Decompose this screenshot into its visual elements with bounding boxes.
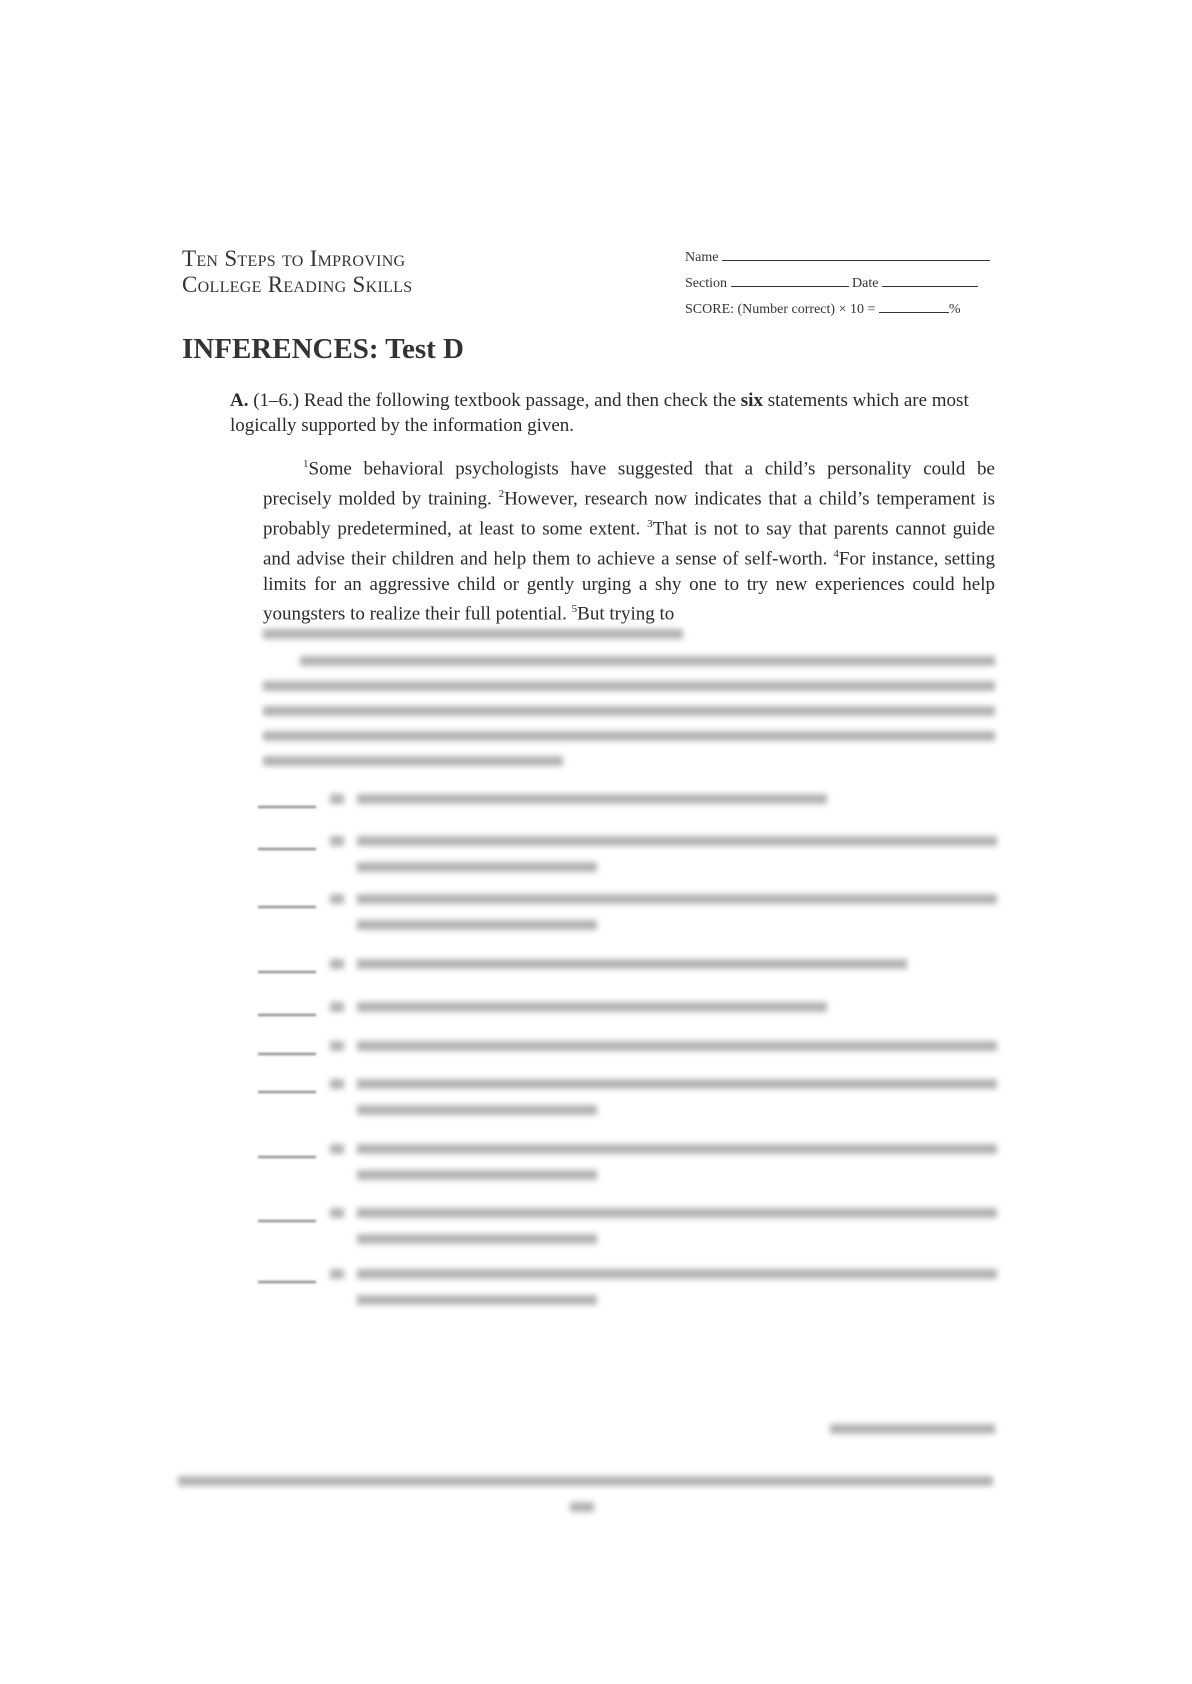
instructions-bold: six [740,390,763,411]
blurred-passage-line [263,629,683,639]
blurred-item-line [357,1041,997,1051]
blurred-continued-note [830,1424,995,1434]
blurred-item-line [357,920,597,930]
blurred-passage-line [263,756,563,766]
series-title-line2: College Reading Skills [182,272,413,297]
sentence-number: 5 [571,603,578,616]
sentence: That is not to say that parents cannot guide and advise their children and help them to achieve a sense of self-worth. [263,518,995,570]
sentence-number: 2 [498,488,505,501]
blurred-passage-line [263,706,995,716]
blurred-item-line [357,862,597,872]
sentence-number: 3 [647,518,653,531]
passage [263,452,995,627]
blurred-item-line [357,1144,997,1154]
blurred-page-number [570,1502,594,1512]
sentence: Some behavioral psychologists have suggested that a child’s personality could be precisely molded by training. [263,458,995,510]
blurred-item-line [357,836,997,846]
section-field[interactable] [731,286,849,287]
blurred-copyright-line [178,1476,993,1486]
blurred-passage-line [300,656,995,666]
blurred-item-number [330,1079,344,1089]
student-info-form [685,250,995,325]
section-date-row [685,276,978,292]
blurred-item-line [357,1002,827,1012]
blurred-item-number [330,959,344,969]
sentence-number: 4 [833,548,839,561]
blurred-item-number [330,1269,344,1279]
score-suffix: % [948,302,961,317]
instructions-text: (1–6.) Read the following textbook passage, and then check the [253,390,741,411]
blurred-item-number [330,894,344,904]
sentence: But trying to [577,603,675,625]
blurred-item-number [330,836,344,846]
sentence: However, research now indicates that a child’s temperament is probably predetermined, at least to some extent. [263,488,995,540]
answer-blank[interactable] [258,971,316,973]
blurred-item-number [330,1002,344,1012]
blurred-item-number [330,1041,344,1051]
section-label-a: A. [230,390,249,411]
answer-blank[interactable] [258,1220,316,1222]
score-label: SCORE: (Number correct) × 10 = [685,302,876,317]
sentence-number: 1 [303,458,309,470]
name-field[interactable] [685,250,990,266]
instructions-text-end: statements which are most logically supported by the information given. [230,390,969,436]
name-label: Name [685,250,719,265]
blurred-item-line [357,1105,597,1115]
answer-blank[interactable] [258,906,316,908]
blurred-passage-line [263,731,995,741]
sentence: For instance, setting limits for an aggressive child or gently urging a shy one to try new experiences could help youngsters to realize their full potential. [263,548,996,625]
date-label: Date [852,276,879,291]
blurred-passage-line [263,681,995,691]
blurred-item-line [357,794,827,804]
answer-blank[interactable] [258,1091,316,1093]
series-title [182,246,412,298]
score-field[interactable] [879,312,949,313]
blurred-item-line [357,1079,997,1089]
blurred-item-line [357,1170,597,1180]
answer-blank[interactable] [258,1156,316,1158]
blurred-item-line [357,1234,597,1244]
date-field[interactable] [882,286,978,287]
instructions [230,388,995,438]
series-title-line1: Ten Steps to Improving [182,246,406,271]
answer-blank[interactable] [258,848,316,850]
section-label: Section [685,276,727,291]
blurred-item-number [330,1144,344,1154]
blurred-item-number [330,794,344,804]
blurred-item-line [357,959,907,969]
answer-blank[interactable] [258,1014,316,1016]
blurred-item-line [357,1295,597,1305]
test-heading: INFERENCES: Test D [182,333,464,365]
answer-blank[interactable] [258,1053,316,1055]
blurred-item-line [357,894,997,904]
answer-blank[interactable] [258,1281,316,1283]
score-row [685,302,961,318]
blurred-item-number [330,1208,344,1218]
blurred-item-line [357,1208,997,1218]
blurred-item-line [357,1269,997,1279]
answer-blank[interactable] [258,806,316,808]
